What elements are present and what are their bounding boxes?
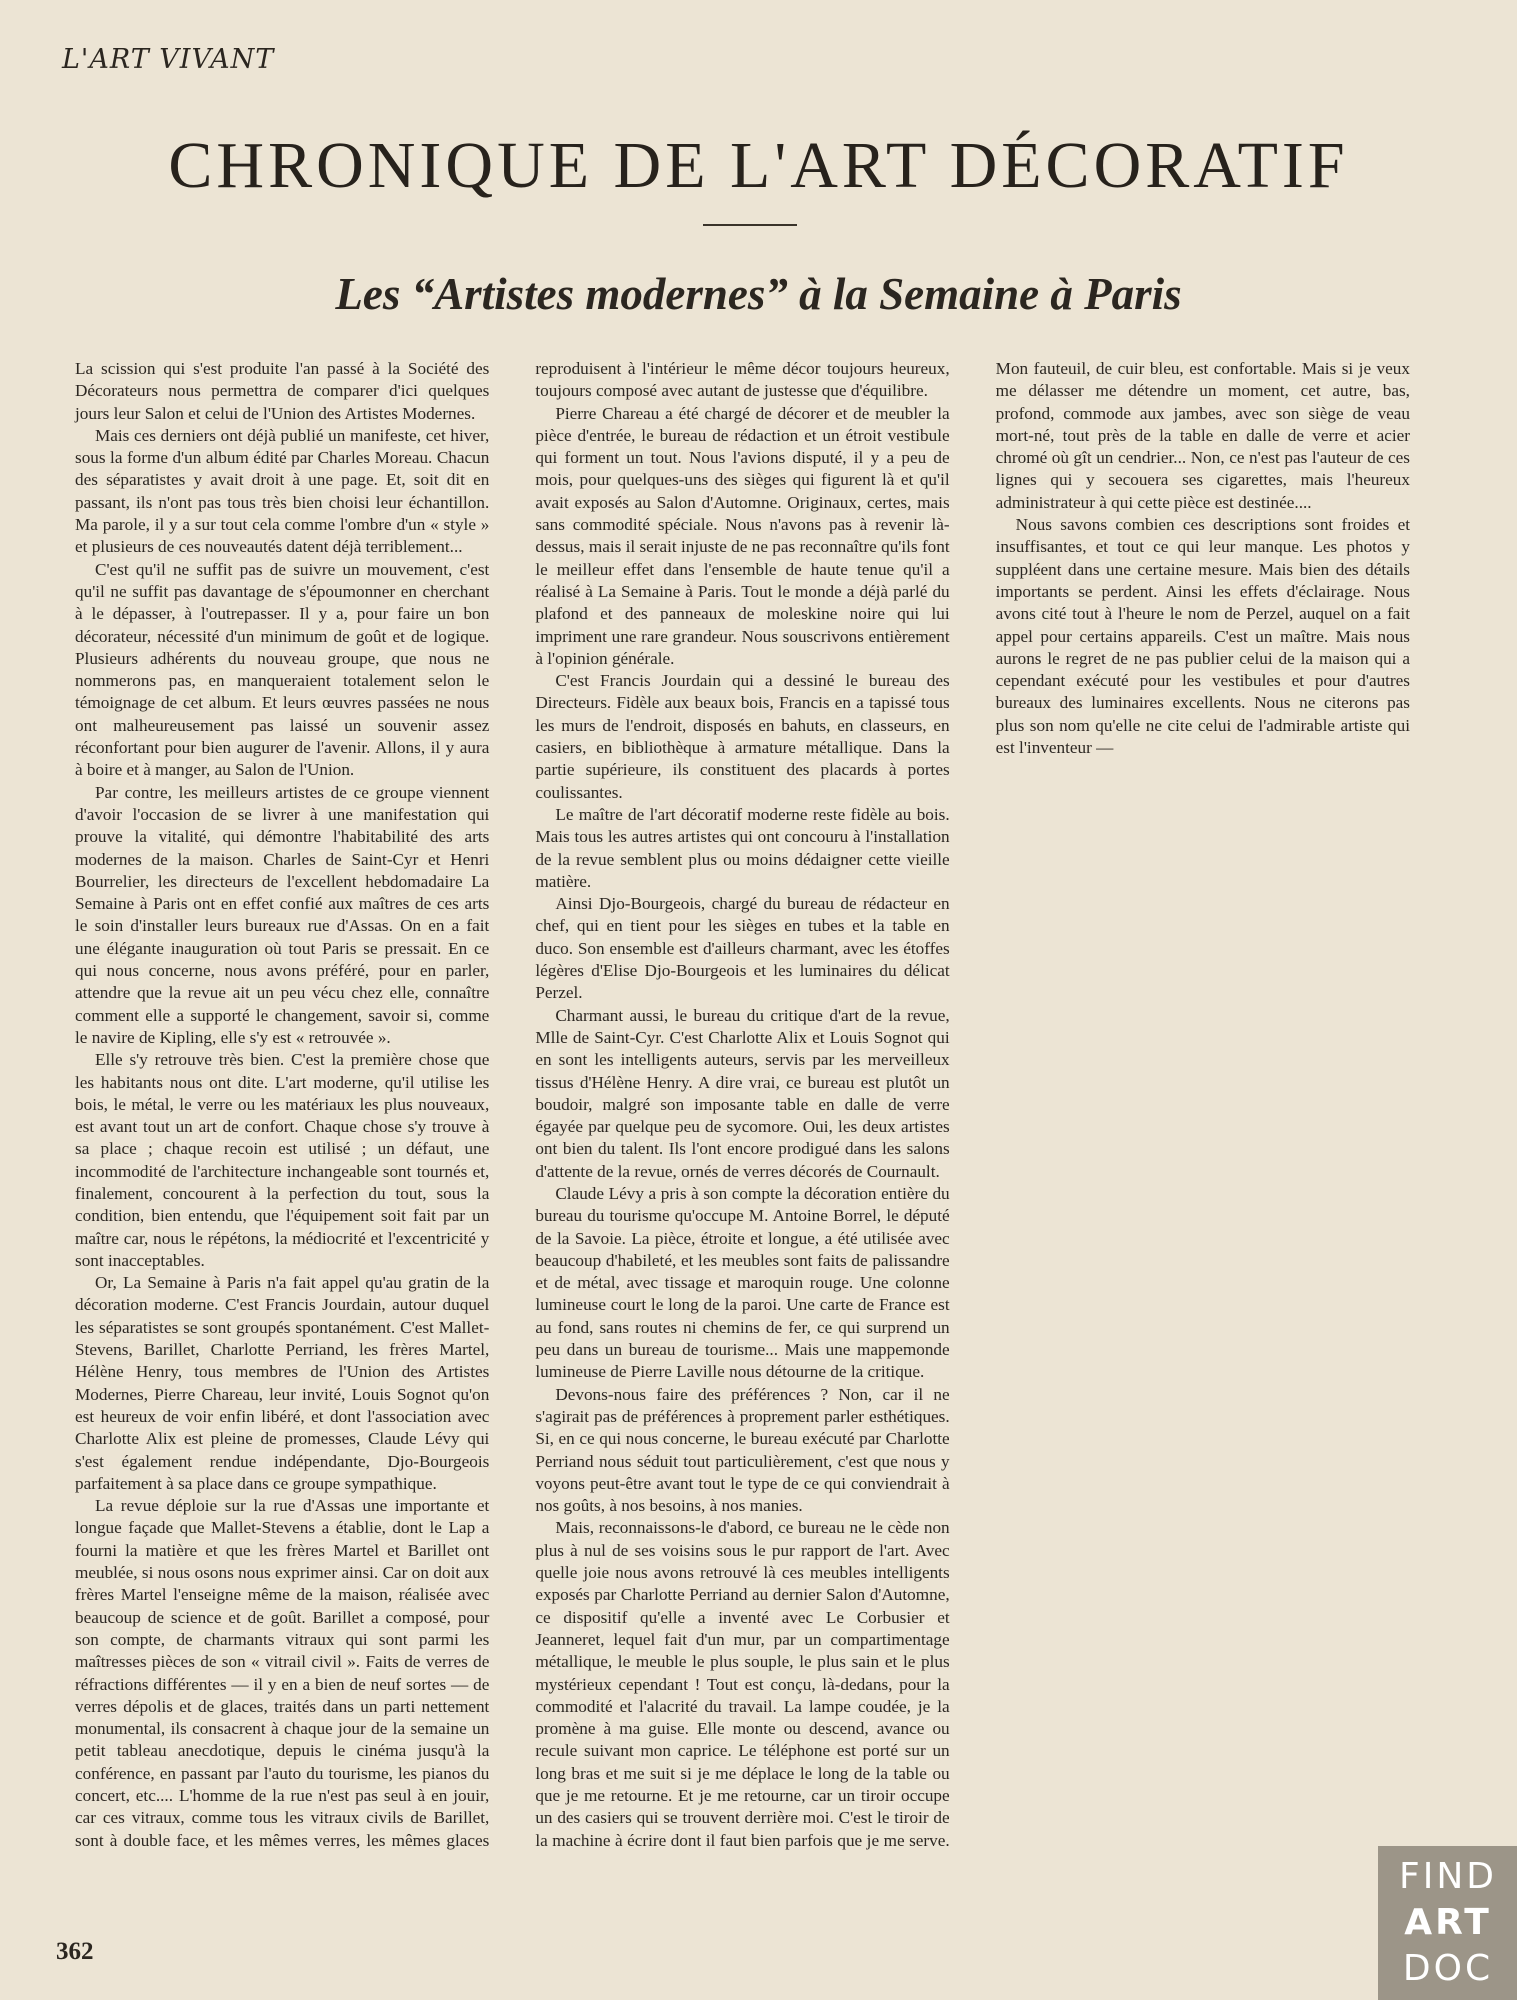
article-body bbox=[75, 358, 1410, 1863]
paragraph-5: Elle s'y retrouve très bien. C'est la première chose que les habitants nous ont dite. L'art moderne, qu'il utilise les bois, le métal, le verre ou les matériaux les plus nouveaux, est avant tout un art de confort. Chaque chose s'y trouve à sa place ; chaque recoin est utilisé ; un défaut, une incommodité de l'architecture inchangeable sont tournés et, finalement, concourent à la perfection du tout, sous la condition, bien entendu, que l'équipement soit fait par un maître car, nous le répétons, la médiocrité et l'excentricité y sont inacceptables. bbox=[75, 1050, 490, 1270]
page-number: 362 bbox=[56, 1938, 94, 1965]
paragraph-10: Le maître de l'art décoratif moderne reste fidèle au bois. Mais tous les autres artistes qui ont concouru à l'installation de la revue semblent plus ou moins dédaigner cette vieille matière. bbox=[535, 804, 950, 891]
paragraph-11: Ainsi Djo-Bourgeois, chargé du bureau de rédacteur en chef, qui en tient pour les sièges en tubes et la table en duco. Son ensemble est d'ailleurs charmant, avec les étoffes légères d'Elise Djo-Bourgeois et les luminaires du délicat Perzel. bbox=[535, 894, 950, 1003]
title-divider bbox=[703, 224, 797, 226]
watermark-line-3: DOC bbox=[1402, 1948, 1494, 1989]
paragraph-9: C'est Francis Jourdain qui a dessiné le bureau des Directeurs. Fidèle aux beaux bois, Francis en a tapissé tous les murs de l'endroit, disposés en bahuts, en classeurs, en casiers, en bibliothèque à armature métallique. Dans la partie supérieure, ils constituent des placards à portes coulissantes. bbox=[535, 671, 950, 802]
paragraph-14: Devons-nous faire des préférences ? Non, car il ne s'agirait pas de préférences à proprement parler esthétiques. Si, en ce qui nous concerne, le bureau exécuté par Charlotte Perriand nous séduit tout particulièrement, c'est que nous y voyons peut-être avant tout le type de ce qui conviendrait à nos goûts, à nos besoins, à nos manies. bbox=[535, 1384, 950, 1516]
paragraph-8: Pierre Chareau a été chargé de décorer et de meubler la pièce d'entrée, le bureau de rédaction et un étroit vestibule qui forment un tout. Nous l'avions disputé, il y a peu de mois, pour quelques-uns des sièges qui figurent là et qu'il avait exposés au Salon d'Automne. Originaux, certes, mais sans commodité spéciale. Nous n'avons pas à revenir là-dessus, mais il serait injuste de ne pas reconnaître qu'ils font le meilleur effet dans l'ensemble de haute tenue qu'il a réalisé à La Semaine à Paris. Tout le monde a déjà parlé du plafond et des panneaux de moleskine noire qui lui impriment une rare grandeur. Nous souscrivons entièrement à l'opinion générale. bbox=[535, 403, 950, 668]
paragraph-13: Claude Lévy a pris à son compte la décoration entière du bureau du tourisme qu'occupe M. Antoine Borrel, le député de la Savoie. La pièce, étroite et longue, a été utilisée avec beaucoup d'habileté, et les meubles sont faits de palissandre et de métal, avec tissage et maroquin rouge. Une colonne lumineuse court le long de la paroi. Une carte de France est au fond, sans routes ni chemins de fer, ce qui surprend un peu dans un bureau de tourisme... Mais une mappemonde lumineuse de Pierre Laville nous détourne de la critique. bbox=[535, 1183, 950, 1382]
running-head: L'ART VIVANT bbox=[62, 44, 275, 75]
paragraph-6: Or, La Semaine à Paris n'a fait appel qu'au gratin de la décoration moderne. C'est Francis Jourdain, autour duquel les séparatistes se sont groupés spontanément. C'est Mallet-Stevens, Barillet, Charlotte Perriand, les frères Martel, Hélène Henry, tous membres de l'Union des Artistes Modernes, Pierre Chareau, leur invité, Louis Sognot qu'on est heureux de voir enfin libéré, et dont l'association avec Charlotte Alix est pleine de promesses, Claude Lévy qui s'est également rendue indépendante, Djo-Bourgeois parfaitement à sa place dans ce groupe sympathique. bbox=[75, 1273, 490, 1493]
paragraph-4: Par contre, les meilleurs artistes de ce groupe viennent d'avoir l'occasion de se livrer à une manifestation qui prouve la vitalité, qui démontre l'habitabilité des arts modernes de la maison. Charles de Saint-Cyr et Henri Bourrelier, les directeurs de l'excellent hebdomadaire La Semaine à Paris ont en effet confié aux maîtres de ces arts le soin d'installer leurs bureaux rue d'Assas. On en a fait une élégante inauguration où tout Paris se pressait. En ce qui nous concerne, nous avons préféré, pour en parler, attendre que la revue ait un peu vécu chez elle, connaître comment elle a supporté le changement, savoir si, comme le navire de Kipling, elle s'y est « retrouvée ». bbox=[75, 782, 490, 1047]
paragraph-15: Mais, reconnaissons-le d'abord, ce bureau ne le cède non plus à nul de ses voisins sous le pur rapport de l'art. Avec quelle joie nous avons retrouvé là ces meubles intelligents exposés par Charlotte Perriand au dernier Salon d'Automne, ce dispositif qu'elle a inventé avec Le Corbusier et Jeanneret, lequel fait d'un mur, par un compartimentage métallique, le meuble le plus souple, le plus sain et le plus mystérieux cependant ! Tout est conçu, là-dedans, pour la commodité et l'alacrité du travail. La lampe coudée, je la promène à ma guise. Elle monte ou descend, avance ou recule suivant mon caprice. Le téléphone est porté sur un long bras et me suit si je me déplace le long de la table ou que je me retourne. Et je me retourne, car un tiroir occupe un des casiers qui se trouvent derrière moi. C'est le tiroir de la machine à écrire dont il faut bien parfois que je me serve. Mon fauteuil, de cuir bleu, est confortable. Mais si je veux me délasser me détendre un moment, cet autre, bas, profond, commode aux jambes, avec son siège de veau mort-né, tout près de la table en dalle de verre et acier chromé où gît un cendrier... Non, ce n'est pas l'auteur de ces lignes qui y secouera ses cigarettes, mais l'heureux administrateur à qui cette pièce est destinée.... bbox=[535, 359, 1410, 1850]
findartdoc-watermark bbox=[1378, 1846, 1517, 2000]
paragraph-3: C'est qu'il ne suffit pas de suivre un mouvement, c'est qu'il ne suffit pas davantage de s'époumonner en cherchant à le dépasser, à l'outrepasser. Il y a, pour faire un bon décorateur, nécessité d'un minimum de goût et de logique. Plusieurs adhérents du nouveau groupe, que nous ne nommerons pas, en manqueraient totalement selon le témoignage de cet album. Et leurs œuvres passées ne nous ont malheureusement pas laissé un souvenir assez réconfortant pour bien augurer de l'avenir. Allons, il y aura à boire et à manger, au Salon de l'Union. bbox=[75, 559, 490, 780]
watermark-line-1: FIND bbox=[1399, 1856, 1497, 1897]
paragraph-2: Mais ces derniers ont déjà publié un manifeste, cet hiver, sous la forme d'un album édité par Charles Moreau. Chacun des séparatistes y avait droit à une page. Et, soit dit en passant, ils n'ont pas tous très bien choisi leur échantillon. Ma parole, il y a sur tout cela comme l'ombre d'un « style » et plusieurs de ces nouveautés datent déjà terriblement... bbox=[75, 425, 490, 557]
page-title: CHRONIQUE DE L'ART DÉCORATIF bbox=[168, 129, 1349, 202]
paragraph-1: La scission qui s'est produite l'an passé à la Société des Décorateurs nous permettra de comparer d'ici quelques jours leur Salon et celui de l'Union des Artistes Modernes. bbox=[75, 359, 490, 423]
paragraph-12: Charmant aussi, le bureau du critique d'art de la revue, Mlle de Saint-Cyr. C'est Charlotte Alix et Louis Sognot qui en sont les intelligents auteurs, servis par les merveilleux tissus d'Hélène Henry. A dire vrai, ce bureau est plutôt un boudoir, malgré son imposante table en dalle de verre égayée par quelque peu de sycomore. Oui, les deux artistes ont bien du talent. Ils l'ont encore prodigué dans les salons d'attente de la revue, ornés de verres décorés de Cournault. bbox=[535, 1005, 950, 1181]
article-subtitle: Les “Artistes modernes” à la Semaine à Paris bbox=[335, 269, 1182, 319]
watermark-line-2: ART bbox=[1404, 1902, 1492, 1943]
paragraph-7: La revue déploie sur la rue d'Assas une importante et longue façade que Mallet-Stevens a établie, dont le Lap a fourni la matière et que les frères Martel et Barillet ont meublée, si nous osons nous exprimer ainsi. Car on doit aux frères Martel l'enseigne même de la maison, réalisée avec beaucoup de science et de goût. Barillet a composé, pour son compte, de charmants vitraux qui sont parmi les maîtresses pièces de son « vitrail civil ». Faits de verres de réfractions différentes — il y en a bien de neuf sortes — de verres dépolis et de glaces, traités dans un parti nettement monumental, ils consacrent à chaque jour de la semaine un petit tableau anecdotique, depuis le cinéma jusqu'à la conférence, en passant par l'auto du tourisme, les pianos du concert, etc.... L'homme de la rue n'est pas seul à en jouir, car ces vitraux, comme tous les vitraux civils de Barillet, sont à double face, et les mêmes verres, les mêmes glaces reproduisent à l'intérieur le même décor toujours heureux, toujours composé avec autant de justesse que d'équilibre. bbox=[75, 359, 950, 1850]
paragraph-16: Nous savons combien ces descriptions sont froides et insuffisantes, et tout ce qui leur manque. Les photos y suppléent dans une certaine mesure. Mais bien des détails importants se perdent. Ainsi les effets d'éclairage. Nous avons cité tout à l'heure le nom de Perzel, auquel on a fait appel pour certains appareils. C'est un maître. Mais nous aurons le regret de ne pas publier celui de la maison qui a cependant exécuté pour les vestibules et pour d'autres bureaux des luminaires excellents. Nous ne citerons pas plus son nom qu'elle ne cite celui de l'admirable artiste qui est l'inventeur — bbox=[995, 515, 1410, 758]
